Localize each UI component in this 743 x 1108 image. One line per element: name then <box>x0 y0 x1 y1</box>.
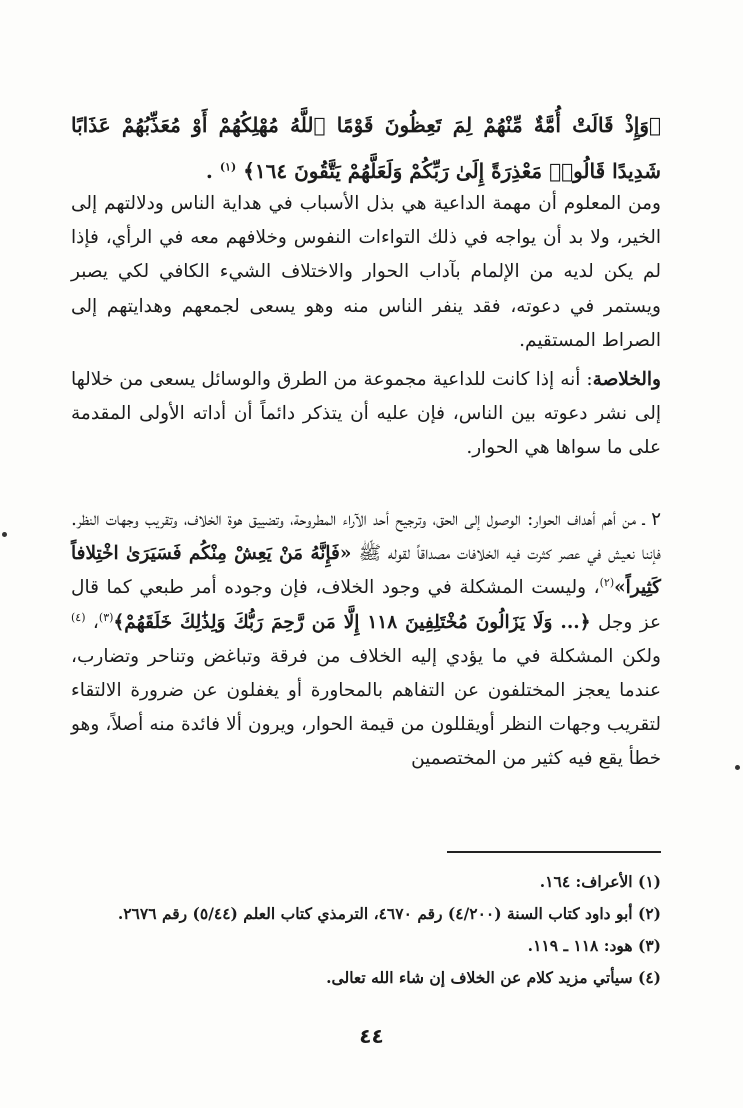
footnote-ref-1: (١) <box>219 160 237 174</box>
verse-tail: . <box>205 159 220 183</box>
scan-speck <box>2 532 7 537</box>
quran-verse <box>71 102 661 194</box>
footnote-divider <box>447 851 661 853</box>
verse-text: ﴿وَإِذْ قَالَتْ أُمَّةٌ مِّنْهُمْ لِمَ تَعِظُونَ قَوْمًا ٱللَّهُ مُهْلِكُهُمْ أَوْ مُعَذِّبُهُمْ عَذَابًا شَدِيدًا قَالُوا۟ مَعْذِرَةً إِلَىٰ رَبِّكُمْ وَلَعَلَّهُمْ يَتَّقُونَ ١٦٤﴾ <box>71 113 661 183</box>
page-number: ٤٤ <box>359 1024 384 1048</box>
refs-separator: ، <box>85 611 99 633</box>
quran-verse-hud: ﴿... وَلَا يَزَالُونَ مُخْتَلِفِينَ ١١٨ إِلَّا مَن رَّحِمَ رَبُّكَ وَلِذَٰلِكَ خَلَقَهُمْ﴾ <box>113 611 591 633</box>
footnotes <box>71 868 661 996</box>
footnote-ref-3: (٣) <box>98 610 114 624</box>
point-2-intro: ٢ ـ من أهم أهداف الحوار: الوصول إلى الحق، وترجيح أحد الآراء المطروحة، وتضييق هوة الخلاف، وتقريب وجهات النظر. فإننا نعيش في عصر كثرت فيه الخلافات مصداقاً لقوله ﷺ <box>71 509 661 565</box>
summary-body: : أنه إذا كانت للداعية مجموعة من الطرق والوسائل يسعى من خلالها إلى نشر دعوته بين الناس، فإن عليه أن يتذكر دائماً أن أداته الأولى المقدمة على ما سواها هي الحوار. <box>71 369 661 459</box>
footnote-2: (٢) أبو داود كتاب السنة (٤/٢٠٠) رقم ٤٦٧٠، الترمذي كتاب العلم (٥/٤٤) رقم ٢٦٧٦. <box>117 904 661 923</box>
hadith-quote: «فَإِنَّهُ مَنْ يَعِشْ مِنْكُم فَسَيَرَىٰ اخْتِلافاً كَثِيراً» <box>71 543 661 599</box>
paragraph-point-2 <box>71 503 661 777</box>
summary-lead: والخلاصة <box>592 369 661 390</box>
point-2-conclusion: ولكن المشكلة في ما يؤدي إليه الخلاف من فرقة وتباغض وتناحر وتضارب، عندما يعجز المختلفون عن التفاهم بالمحاورة أو يغفلون عن ضرورة الالتقاء لتقريب وجهات النظر أويقللون من قيمة الحوار، ويرون ألا فائدة منه أصلاً، وهو خطأ يقع فيه كثير من المختصمين <box>71 645 661 770</box>
scan-speck <box>735 765 740 770</box>
point-2-middle: ، وليست المشكلة في وجود الخلاف، فإن وجوده أمر طبعي كما قال عز وجل <box>71 577 662 633</box>
footnote-1: (١) الأعراف: ١٦٤. <box>539 872 661 891</box>
footnote-4: (٤) سيأتي مزيد كلام عن الخلاف إن شاء الله تعالى. <box>326 968 661 987</box>
footnote-ref-4: (٤) <box>71 610 86 624</box>
footnote-ref-2: (٢) <box>599 576 615 590</box>
paragraph-summary <box>71 363 661 466</box>
paragraph-1: ومن المعلوم أن مهمة الداعية هي بذل الأسباب في هداية الناس ودلالتهم إلى الخير، ولا بد أن يواجه في ذلك التواءات النفوس وخلافهم معه في الرأي، فإذا لم يكن لديه من الإلمام بآداب الحوار والاختلاف الشيء الكافي لكي يصبر ويستمر في دعوته، فقد ينفر الناس منه وهو يسعى لجمعهم وهدايتهم إلى الصراط المستقيم. <box>71 193 661 351</box>
footnote-3: (٣) هود: ١١٨ ـ ١١٩. <box>527 936 661 955</box>
